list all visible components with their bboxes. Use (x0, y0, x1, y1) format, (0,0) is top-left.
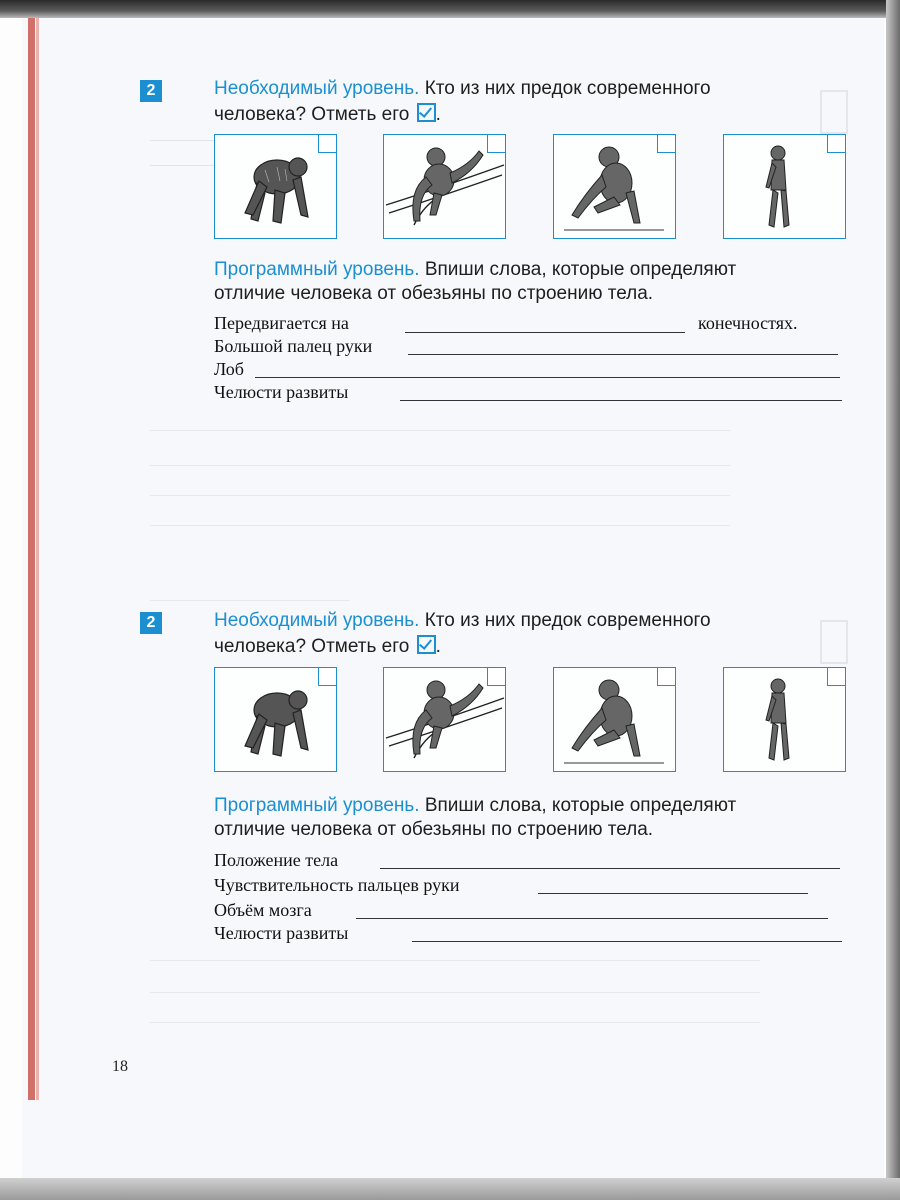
program-level-label: Программный уровень. (214, 795, 420, 816)
required-level-label: Необходимый уровень. (214, 610, 420, 631)
question-line-1 (214, 610, 711, 632)
image-option-ancient-human (723, 667, 846, 772)
answer-checkbox[interactable] (827, 667, 846, 686)
answer-line[interactable] (412, 941, 842, 942)
answer-line[interactable] (356, 918, 828, 919)
program-line-2 (214, 819, 653, 841)
image-option-orangutan (383, 134, 506, 239)
answer-checkbox[interactable] (487, 667, 506, 686)
checkbox-checked-icon (417, 103, 436, 122)
answer-checkbox[interactable] (318, 134, 337, 153)
program-line-1 (214, 795, 736, 817)
program-line-2 (214, 283, 653, 305)
checkbox-checked-icon (417, 635, 436, 654)
program-text: Впиши слова, которые определяют (424, 259, 737, 280)
program-text-2: отличие человека от обезьяны по строению тела. (214, 283, 654, 304)
answer-checkbox[interactable] (487, 134, 506, 153)
fill-label: Челюсти развиты (214, 923, 349, 943)
answer-checkbox[interactable] (318, 667, 337, 686)
task-number-badge: 2 (140, 80, 162, 102)
image-option-chimpanzee (553, 134, 676, 239)
answer-line[interactable] (405, 332, 685, 333)
question-text-2: человека? Отметь его (214, 636, 410, 657)
question-text-2: человека? Отметь его (214, 104, 410, 125)
program-line-1 (214, 259, 736, 281)
answer-line[interactable] (408, 354, 838, 355)
fill-label: Объём мозга (214, 900, 312, 920)
answer-checkbox[interactable] (657, 667, 676, 686)
page-number: 18 (112, 1058, 128, 1075)
answer-checkbox[interactable] (657, 134, 676, 153)
answer-line[interactable] (255, 377, 840, 378)
question-line-1 (214, 78, 711, 100)
fill-label: Челюсти развиты (214, 382, 349, 402)
image-option-orangutan (383, 667, 506, 772)
fill-label: Лоб (214, 359, 244, 379)
required-level-label: Необходимый уровень. (214, 78, 420, 99)
question-text: Кто из них предок современного (424, 610, 711, 631)
answer-line[interactable] (380, 868, 840, 869)
program-level-label: Программный уровень. (214, 259, 420, 280)
question-end: . (435, 104, 441, 125)
answer-line[interactable] (538, 893, 808, 894)
task-block-1 (0, 0, 900, 440)
fill-label: Положение тела (214, 850, 339, 870)
answer-line[interactable] (400, 400, 842, 401)
question-text: Кто из них предок современного (424, 78, 711, 99)
fill-suffix: конечностях. (698, 313, 798, 333)
scan-bottom-edge (0, 1178, 900, 1200)
image-option-ancient-human (723, 134, 846, 239)
answer-checkbox[interactable] (827, 134, 846, 153)
program-text: Впиши слова, которые определяют (424, 795, 737, 816)
question-end: . (435, 636, 441, 657)
fill-label: Передвигается на (214, 313, 349, 333)
image-option-gorilla (214, 134, 337, 239)
question-line-2 (214, 103, 441, 126)
image-option-chimpanzee (553, 667, 676, 772)
task-block-2 (0, 530, 900, 970)
question-line-2 (214, 635, 441, 658)
fill-label: Большой палец руки (214, 336, 373, 356)
program-text-2: отличие человека от обезьяны по строению тела. (214, 819, 654, 840)
image-option-gorilla (214, 667, 337, 772)
task-number-badge: 2 (140, 612, 162, 634)
fill-label: Чувствительность пальцев руки (214, 875, 460, 895)
